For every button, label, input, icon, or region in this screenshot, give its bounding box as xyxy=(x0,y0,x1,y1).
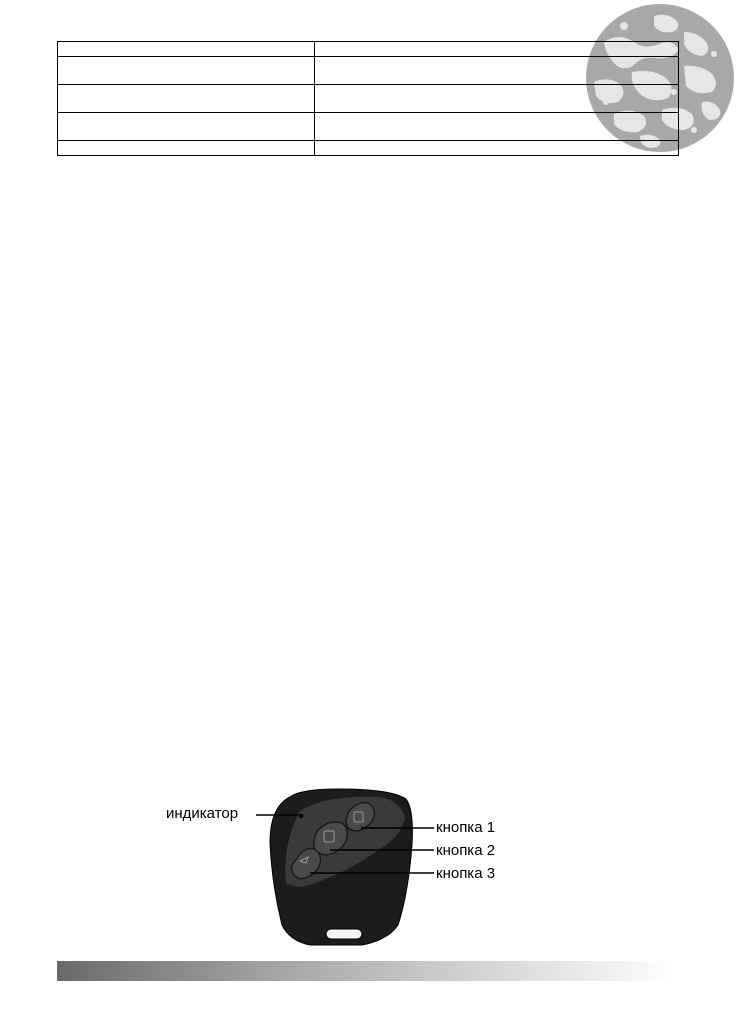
button-1-label: кнопка 1 xyxy=(436,819,496,836)
table-row xyxy=(58,113,679,141)
key-fob-figure xyxy=(150,775,550,965)
spec-table xyxy=(57,41,679,156)
table-row xyxy=(58,42,679,57)
table-cell xyxy=(315,85,679,113)
table-row xyxy=(58,85,679,113)
indicator-light xyxy=(298,813,304,819)
footer-gradient-bar xyxy=(57,961,678,981)
table-row xyxy=(58,141,679,156)
indicator-label: индикатор xyxy=(166,805,239,822)
keyring-slot xyxy=(326,929,362,939)
table-cell xyxy=(315,42,679,57)
table-cell xyxy=(58,85,315,113)
table-cell xyxy=(315,113,679,141)
table-row xyxy=(58,57,679,85)
button-2-label: кнопка 2 xyxy=(436,842,496,859)
table-cell xyxy=(315,57,679,85)
button-3-label: кнопка 3 xyxy=(436,865,496,882)
table-cell xyxy=(315,141,679,156)
table-cell xyxy=(58,42,315,57)
table-cell xyxy=(58,57,315,85)
table-cell xyxy=(58,141,315,156)
table-cell xyxy=(58,113,315,141)
